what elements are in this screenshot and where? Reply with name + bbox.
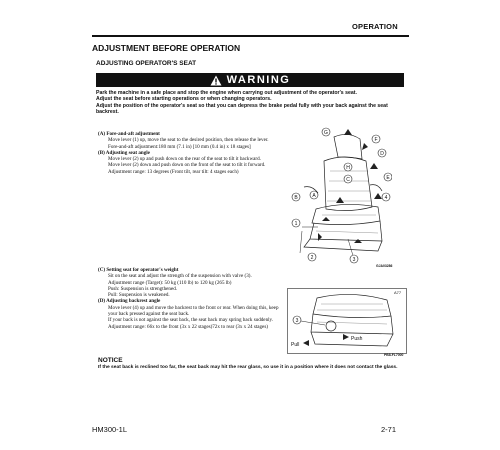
- page-number: 2-71: [381, 425, 397, 434]
- warning-line: Adjust the position of the operator's seat so that you can depress the brake pedal fully with your back against the seat backrest.: [96, 102, 388, 115]
- warning-line: Park the machine in a safe place and stop the engine when carrying out adjustment of the operator's seat.: [96, 90, 357, 96]
- figure-label: A77: [394, 290, 402, 295]
- push-label: Push: [351, 336, 363, 342]
- seat-cushion: [313, 294, 391, 317]
- section-d-line: Move lever (4) up and move the backrest to the front or rear. When doing this, keep your back pressed against the seat back.: [108, 304, 279, 318]
- page-title: ADJUSTMENT BEFORE OPERATION: [92, 43, 241, 53]
- section-c-line: Adjustment range (Target): 50 kg (110 lb) to 120 kg (265 lb): [108, 279, 232, 286]
- callout-label: 1: [294, 221, 298, 227]
- warning-banner: [96, 73, 404, 87]
- section-c-line: Push: Suspension is strengthened.: [108, 285, 178, 292]
- callout-label: G: [324, 130, 328, 136]
- callout-label: E: [386, 175, 390, 181]
- warning-line: Adjust the seat before starting operations or when changing operators.: [96, 96, 272, 103]
- section-d-heading: (D) Adjusting backrest angle: [98, 298, 161, 305]
- figure-code: PB8-FL7000: [384, 353, 404, 357]
- section-c-line: Pull: Suspension is weakened.: [108, 292, 170, 299]
- adjustment-sections-cd: [98, 267, 280, 330]
- section-header: OPERATION: [352, 22, 398, 31]
- section-c-line: Sit on the seat and adjust the strength of the suspension with valve (3).: [108, 273, 252, 280]
- page-subtitle: ADJUSTING OPERATOR'S SEAT: [96, 60, 197, 67]
- section-c-heading: (C) Setting seat for operator's weight: [98, 267, 179, 273]
- warning-text: [96, 90, 404, 115]
- callout-label: C: [346, 177, 350, 183]
- section-a-line: Move lever (1) up, move the seat to the desired position, then release the lever.: [108, 137, 269, 144]
- callout-label: D: [380, 151, 384, 157]
- callout-label: 2: [310, 255, 314, 261]
- section-b-line: Move lever (2) down and push down on the front of the seat to tilt it forward.: [108, 162, 266, 169]
- footer-model: HM300-1L: [92, 425, 128, 434]
- warning-label: WARNING: [226, 74, 291, 86]
- suspension-valve-figure: [287, 288, 407, 354]
- notice-label: NOTICE: [98, 357, 123, 364]
- section-a-heading: (A) Fore-and-aft adjustment: [98, 131, 160, 137]
- section-b-heading: (B) Adjusting seat angle: [98, 149, 150, 156]
- section-d-line: Adjustment range: 66x to the front (3x x 22 stages)72x to rear (3x x 24 stages): [108, 323, 268, 330]
- callout-label: 4: [384, 195, 388, 201]
- warning-triangle-icon: [210, 75, 222, 86]
- header-rule: [92, 35, 409, 37]
- section-a-line: Fore-and-aft adjustment:180 mm (7.1 in) [10 mm (0.4 in) x 18 stages]: [108, 143, 251, 150]
- callout-label: 3: [295, 318, 299, 324]
- callout-label: 3: [352, 257, 356, 263]
- figure-code: GJA03286: [376, 264, 393, 268]
- callout-label: F: [374, 137, 378, 143]
- callout-label: A: [312, 193, 316, 199]
- pull-label: Pull: [291, 342, 300, 348]
- seat-figure-callouts: [282, 127, 392, 265]
- section-b-line: Move lever (2) up and push down on the rear of the seat to tilt it backward.: [108, 156, 261, 163]
- adjustment-sections-ab: [98, 131, 278, 175]
- notice-text: If the seat back is reclined too far, the seat back may hit the rear glass, so use it in a position where it does not contact the glass.: [98, 365, 398, 370]
- callout-label: H: [346, 165, 350, 171]
- section-b-line: Adjustment range: 13 degrees (Front tilt, rear tilt: 4 stages each): [108, 168, 239, 175]
- section-d-line: If your back is not against the seat back, the seat back may spring back suddenly.: [108, 317, 274, 324]
- callout-label: B: [294, 195, 298, 201]
